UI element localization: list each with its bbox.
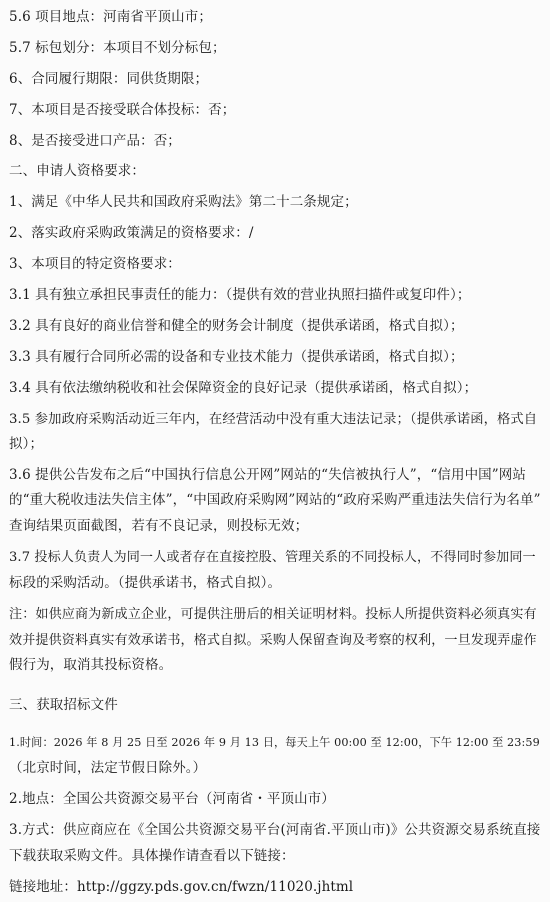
section-heading-qualifications: 二、申请人资格要求： bbox=[9, 163, 145, 179]
doc-line-3-6-cont-1: 的“重大税收违法失信主体”，“中国政府采购网”网站的“政府采购严重违法失信行为名单” bbox=[9, 492, 541, 508]
doc-line-5-7: 5.7 标包划分：本项目不划分标包； bbox=[9, 40, 226, 56]
doc-line-location: 2.地点：全国公共资源交易平台（河南省・平顶山市） bbox=[9, 791, 335, 807]
doc-line-8: 8、是否接受进口产品：否； bbox=[9, 133, 181, 149]
doc-line-5-6: 5.6 项目地点：河南省平顶山市； bbox=[9, 9, 212, 25]
doc-line-3-6-cont-2: 查询结果页面截图，若有不良记录，则投标无效； bbox=[9, 518, 309, 534]
doc-line-req-2: 2、落实政府采购政策满足的资格要求：/ bbox=[9, 225, 254, 241]
doc-line-method: 3.方式：供应商应在《全国公共资源交易平台(河南省.平顶山市)》公共资源交易系统直接 bbox=[9, 822, 541, 838]
doc-line-3-4: 3.4 具有依法缴纳税收和社会保障资金的良好记录（提供承诺函，格式自拟）； bbox=[9, 380, 478, 396]
doc-line-3-5: 3.5 参加政府采购活动近三年内，在经营活动中没有重大违法记录；（提供承诺函，格式自 bbox=[9, 412, 538, 427]
doc-line-note: 注：如供应商为新成立企业，可提供注册后的相关证明材料。投标人所提供资料必须真实有 bbox=[9, 607, 537, 622]
doc-line-time: 1.时间：2026 年 8 月 25 日至 2026 年 9 月 13 日，每天上午 00:00 至 12:00，下午 12:00 至 23:59 bbox=[9, 736, 540, 749]
doc-line-3-7-cont: 标段的采购活动。（提供承诺书，格式自拟）。 bbox=[9, 575, 282, 591]
doc-line-time-cont: （北京时间，法定节假日除外。） bbox=[9, 760, 207, 776]
doc-line-method-cont: 下载获取采购文件。具体操作请查看以下链接： bbox=[9, 848, 295, 864]
doc-line-req-1: 1、满足《中华人民共和国政府采购法》第二十二条规定； bbox=[9, 194, 358, 210]
doc-line-3-5-cont: 拟）； bbox=[9, 436, 44, 452]
doc-line-3-1: 3.1 具有独立承担民事责任的能力：（提供有效的营业执照扫描件或复印件）； bbox=[9, 287, 471, 303]
doc-line-3-7: 3.7 投标人负责人为同一人或者存在直接控股、管理关系的不同投标人，不得同时参加同一 bbox=[9, 550, 536, 565]
doc-line-3-3: 3.3 具有履行合同所必需的设备和专业技术能力（提供承诺函，格式自拟）； bbox=[9, 349, 464, 365]
doc-line-note-cont-1: 效并提供资料真实有效承诺书，格式自拟。采购人保留查询及考察的权利，一旦发现弄虚作 bbox=[9, 633, 537, 648]
doc-line-note-cont-2: 假行为，取消其投标资格。 bbox=[9, 657, 173, 673]
doc-line-6: 6、合同履行期限：同供货期限； bbox=[9, 71, 209, 87]
doc-line-3-2: 3.2 具有良好的商业信誉和健全的财务会计制度（提供承诺函，格式自拟）； bbox=[9, 318, 464, 334]
doc-line-req-3: 3、本项目的特定资格要求： bbox=[9, 256, 181, 272]
doc-line-link: 链接地址：http://ggzy.pds.gov.cn/fwzn/11020.jhtml bbox=[9, 879, 354, 895]
doc-line-3-6: 3.6 提供公告发布之后“中国执行信息公开网”网站的“失信被执行人”，“信用中国”网站 bbox=[9, 467, 526, 483]
section-heading-obtain-documents: 三、获取招标文件 bbox=[9, 697, 118, 713]
doc-line-7: 7、本项目是否接受联合体投标：否； bbox=[9, 102, 236, 118]
